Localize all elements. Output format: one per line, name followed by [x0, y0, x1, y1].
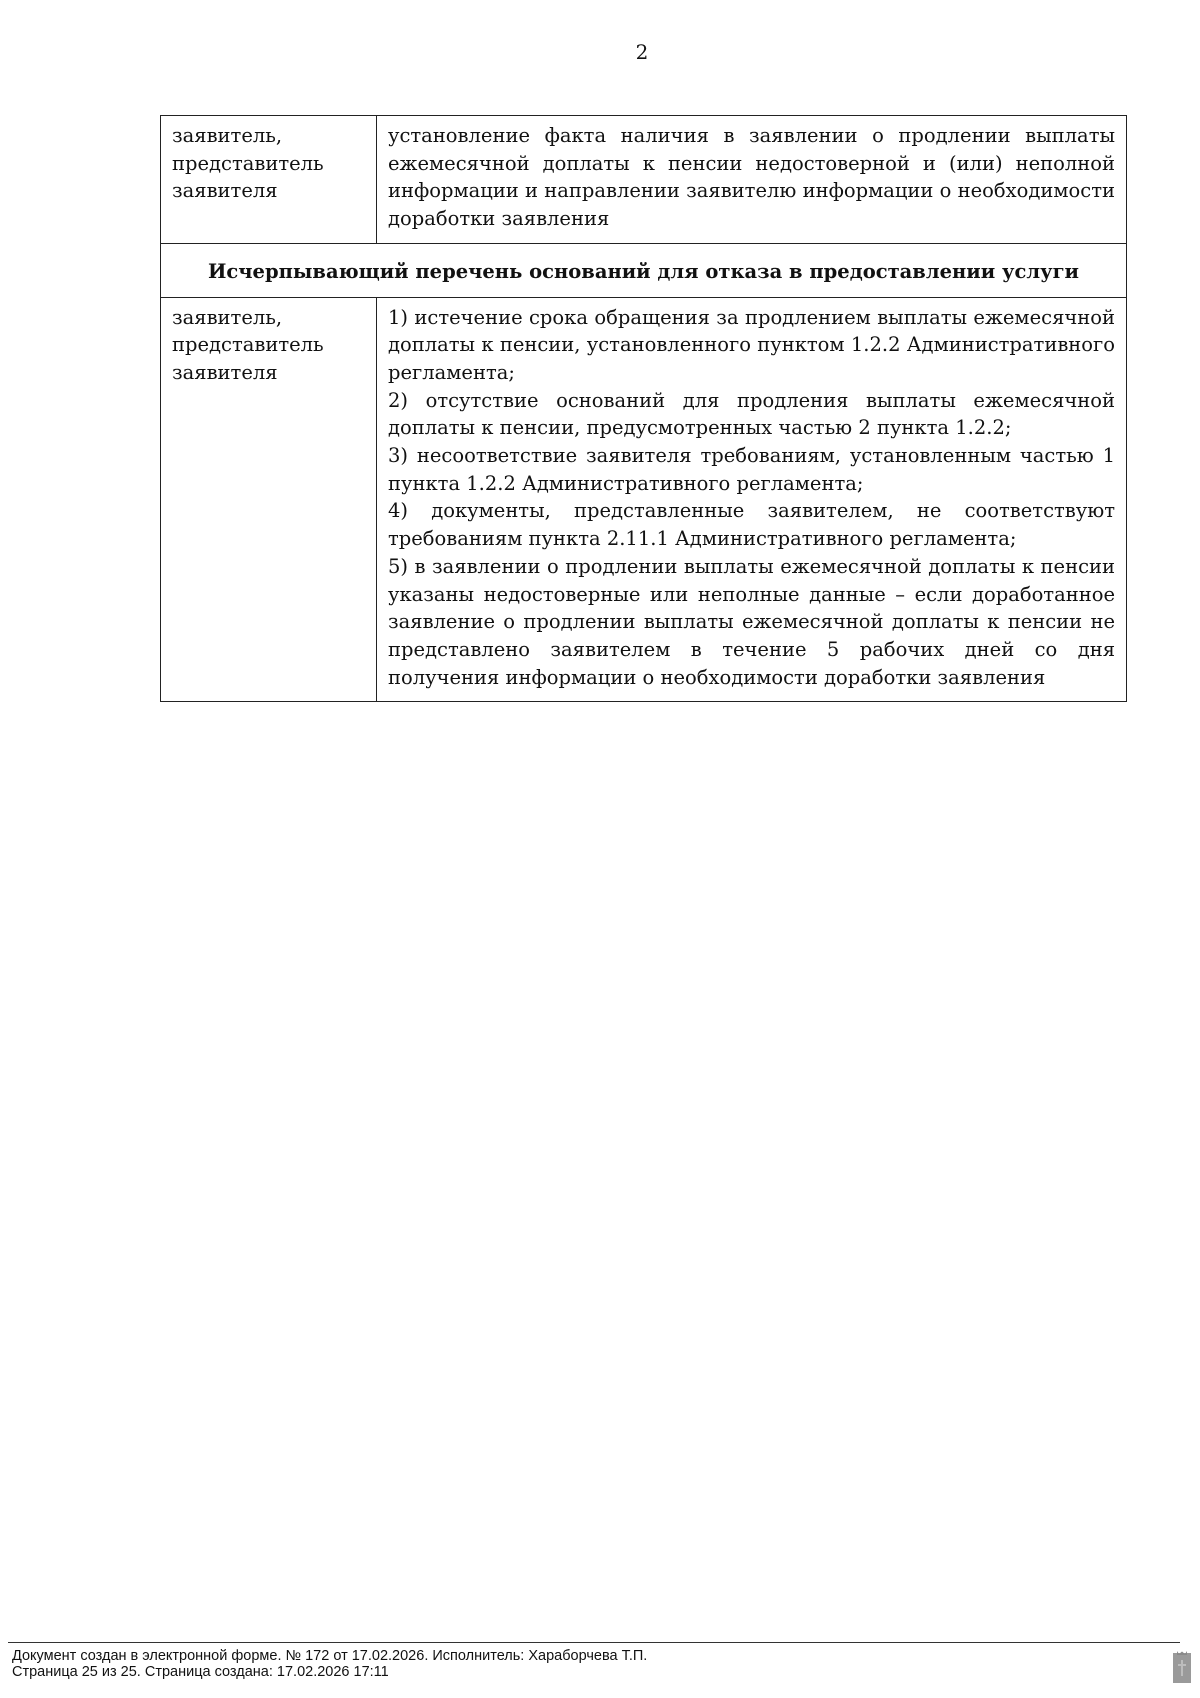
footer-divider — [8, 1642, 1180, 1643]
list-item: 5) в заявлении о продлении выплаты ежемесячной доплаты к пенсии указаны недостоверные или неполные данные – если доработанное заявление о продлении выплаты ежемесячной доплаты к пенсии не представлено заявителем в течение 5 рабочих дней со дня получения информации о необходимости доработки заявления — [388, 554, 1115, 689]
section-header-row — [161, 243, 1127, 297]
table-row — [161, 116, 1127, 244]
list-item: 4) документы, представленные заявителем, не соответствуют требованиям пункта 2.11.1 Административного регламента; — [388, 499, 1115, 551]
document-footer — [12, 1648, 647, 1680]
page-number: 2 — [635, 40, 649, 64]
grounds-cell: установление факта наличия в заявлении о продлении выплаты ежемесячной доплаты к пенсии недостоверной и (или) неполной информации и направлении заявителю информации о необходимости доработки заявления — [377, 116, 1127, 244]
footer-line-2: Страница 25 из 25. Страница создана: 17.02.2026 17:11 — [12, 1664, 389, 1680]
footer-line-1: Документ создан в электронной форме. № 172 от 17.02.2026. Исполнитель: Хараборчева Т.П. — [12, 1648, 648, 1664]
list-item: 1) истечение срока обращения за продлением выплаты ежемесячной доплаты к пенсии, установленного пунктом 1.2.2 Административного регламента; — [388, 305, 1115, 384]
refusal-grounds-cell — [377, 297, 1127, 702]
list-item: 3) несоответствие заявителя требованиям, установленным частью 1 пункта 1.2.2 Административного регламента; — [388, 444, 1115, 495]
coat-of-arms-icon — [1172, 1650, 1192, 1684]
section-header: Исчерпывающий перечень оснований для отказа в предоставлении услуги — [161, 243, 1127, 297]
table-row — [161, 297, 1127, 702]
list-item: 2) отсутствие оснований для продления выплаты ежемесячной доплаты к пенсии, предусмотренных частью 2 пункта 1.2.2; — [388, 388, 1115, 440]
applicant-cell: заявитель, представитель заявителя — [161, 116, 377, 244]
regulation-table — [160, 115, 1127, 702]
applicant-cell: заявитель, представитель заявителя — [161, 297, 377, 702]
